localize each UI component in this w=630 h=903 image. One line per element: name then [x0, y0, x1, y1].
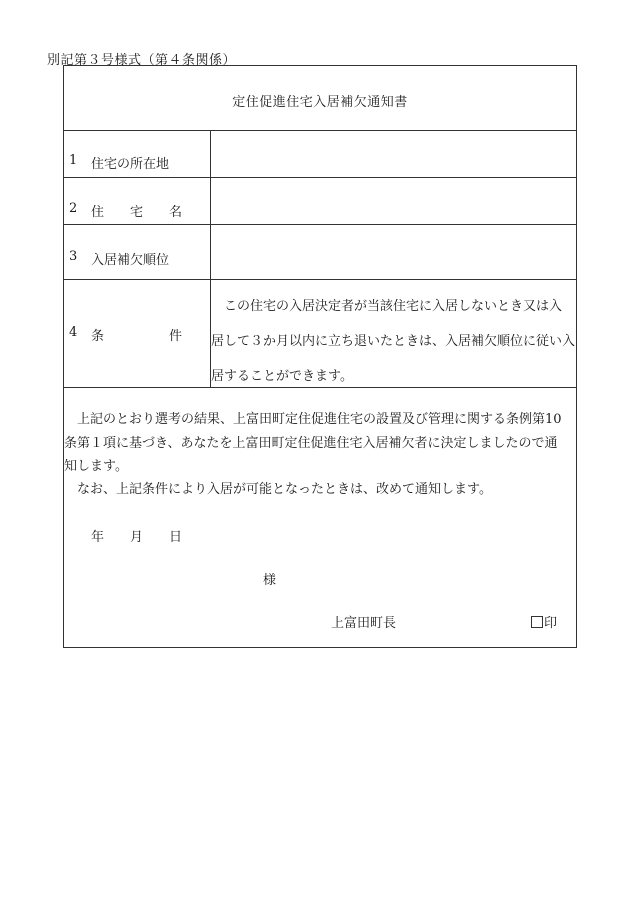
notice-body	[64, 388, 576, 647]
location-value-field[interactable]	[211, 131, 576, 177]
conditions-line: 居することができます。	[211, 369, 353, 384]
row-number: 1	[69, 153, 78, 168]
notice-form	[63, 65, 577, 648]
addressee-suffix: 様	[263, 573, 277, 588]
seal-label: 印	[544, 616, 558, 631]
row-label-cell	[64, 131, 211, 177]
row-number: 2	[69, 201, 78, 216]
row-label: 入居補欠順位	[91, 253, 170, 268]
body-line: 上記のとおり選考の結果、上富田町定住促進住宅の設置及び管理に関する条例第10	[64, 412, 562, 427]
date-field[interactable]: 年 月 日	[91, 530, 183, 545]
seal-box-icon	[531, 616, 543, 628]
row-label-cell	[64, 225, 211, 279]
row-conditions	[64, 280, 576, 388]
title-row	[64, 66, 576, 131]
row-house-name	[64, 178, 576, 225]
row-waitlist-rank	[64, 225, 576, 280]
row-label-cell	[64, 280, 211, 387]
row-label-cell	[64, 178, 211, 224]
waitlist-rank-value-field[interactable]	[211, 225, 576, 279]
row-number: 3	[69, 249, 78, 264]
body-line: なお、上記条件により入居が可能となったときは、改めて通知します。	[64, 482, 492, 497]
body-line: 条第１項に基づき、あなたを上富田町定住促進住宅入居補欠者に決定しましたので通	[64, 436, 558, 451]
form-caption: 別記第３号様式（第４条関係）	[47, 53, 237, 68]
document-title: 定住促進住宅入居補欠通知書	[232, 95, 408, 110]
row-label: 住 宅 名	[91, 205, 183, 220]
row-location	[64, 131, 576, 178]
row-label: 住宅の所在地	[91, 157, 170, 172]
sender-title: 上富田町長	[331, 616, 397, 631]
seal-mark	[531, 612, 557, 631]
row-label: 条 件	[91, 329, 183, 344]
row-number: 4	[69, 325, 78, 340]
conditions-line: 居して３か月以内に立ち退いたときは、入居補欠順位に従い入	[211, 334, 576, 349]
house-name-value-field[interactable]	[211, 178, 576, 224]
body-line: 知します。	[64, 459, 128, 474]
conditions-line: この住宅の入居決定者が当該住宅に入居しないとき又は入	[211, 299, 563, 314]
conditions-text	[211, 280, 576, 387]
